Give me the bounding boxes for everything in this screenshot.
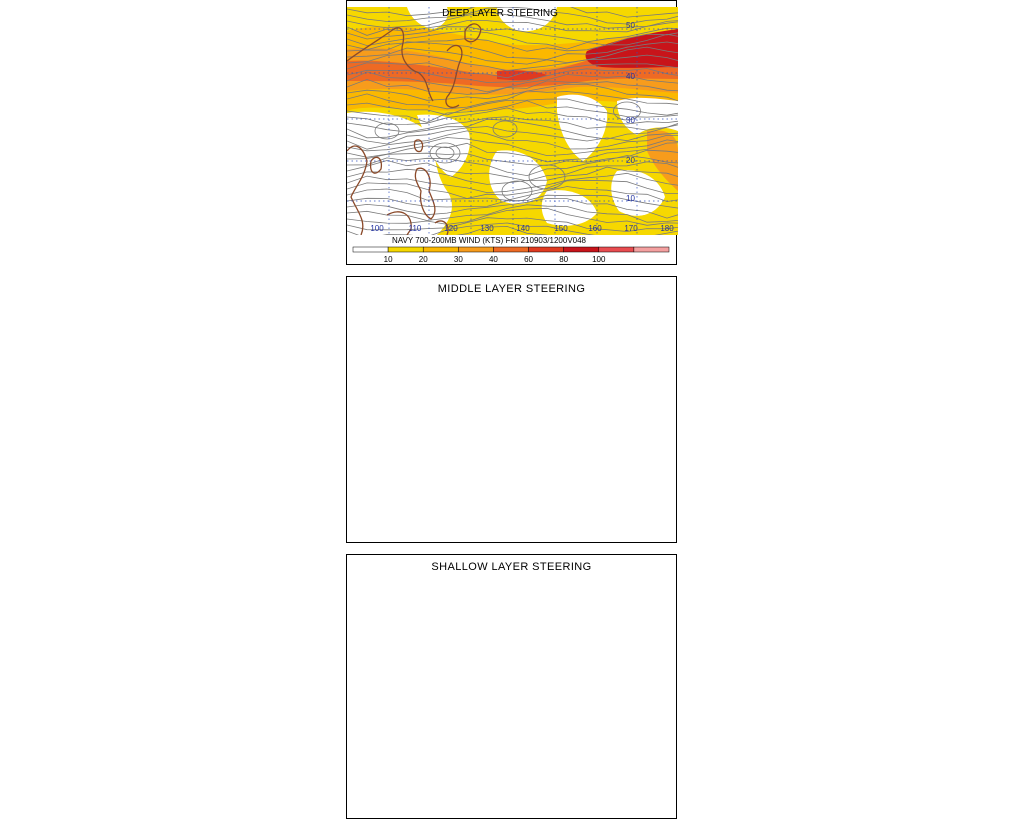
panel-title: SHALLOW LAYER STEERING (431, 561, 592, 573)
deep-layer-map (347, 1, 678, 266)
panel-title: MIDDLE LAYER STEERING (437, 283, 586, 295)
longitude-label: 170 (624, 224, 638, 233)
longitude-label: 100 (370, 224, 384, 233)
colorbar-swatch (458, 247, 493, 252)
colorbar-tick-label: 30 (453, 255, 463, 264)
longitude-label: 110 (408, 224, 422, 233)
deep-layer-panel (346, 0, 677, 265)
colorbar-swatch (529, 247, 564, 252)
longitude-label: 120 (444, 224, 458, 233)
colorbar-tick-label: 20 (418, 255, 428, 264)
colorbar-swatch (493, 247, 528, 252)
latitude-label: 10 (626, 194, 635, 203)
colorbar-tick-label: 10 (383, 255, 393, 264)
longitude-label: 130 (480, 224, 494, 233)
colorbar-swatch (634, 247, 669, 252)
longitude-label: 150 (554, 224, 568, 233)
colorbar-swatch (353, 247, 388, 252)
middle-layer-panel (346, 276, 677, 543)
longitude-label: 160 (588, 224, 602, 233)
colorbar-swatch (423, 247, 458, 252)
colorbar-tick-label: 60 (524, 255, 534, 264)
colorbar-tick-label: 80 (559, 255, 569, 264)
map-caption: NAVY 700-200MB WIND (KTS) FRI 210903/1200V048 (391, 236, 587, 245)
colorbar-swatch (564, 247, 599, 252)
shallow-layer-panel (346, 554, 677, 819)
longitude-label: 140 (516, 224, 530, 233)
latitude-label: 30 (626, 116, 635, 125)
colorbar-swatch (388, 247, 423, 252)
longitude-label: 180 (660, 224, 674, 233)
panel-title: DEEP LAYER STEERING (442, 8, 558, 19)
wind-speed-shading (347, 1, 678, 253)
colorbar-tick-labels (384, 255, 606, 264)
latitude-label: 50 (626, 21, 635, 30)
colorbar-swatch (599, 247, 634, 252)
latitude-label: 20 (626, 156, 635, 165)
latitude-label: 40 (626, 72, 635, 81)
colorbar-tick-label: 40 (488, 255, 498, 264)
longitude-labels (370, 224, 674, 233)
colorbar-tick-label: 100 (592, 255, 606, 264)
colorbar (353, 247, 669, 252)
